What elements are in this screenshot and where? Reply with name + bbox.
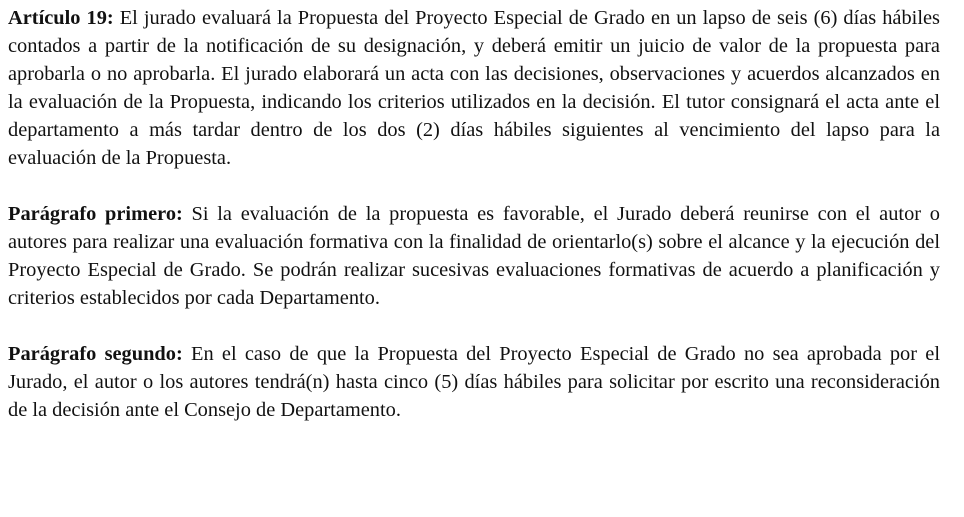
paragraph-first-text: Si la evaluación de la propuesta es favorable, el Jurado deberá reunirse con el autor o autores para realizar una evaluación formativa con la finalidad de orientarlo(s) sobre el alcance y la ejecución del Proyecto Especial de Grado. Se podrán realizar sucesivas evaluaciones formativas de acuerdo a planificación y criterios establecidos por cada Departamento. [8, 203, 940, 309]
article-19-text: El jurado evaluará la Propuesta del Proyecto Especial de Grado en un lapso de seis (6) días hábiles contados a partir de la notificación de su designación, y deberá emitir un juicio de valor de la propuesta para aprobarla o no aprobarla. El jurado elaborará un acta con las decisiones, observaciones y acuerdos alcanzados en la evaluación de la Propuesta, indicando los criterios utilizados en la decisión. El tutor consignará el acta ante el departamento a más tardar dentro de los dos (2) días hábiles siguientes al vencimiento del lapso para la evaluación de la Propuesta. [8, 7, 940, 169]
document-body [8, 4, 940, 424]
paragraph-second-heading: Parágrafo segundo: [8, 343, 183, 365]
paragraph-first-heading: Parágrafo primero: [8, 203, 183, 225]
paragraph-second [8, 340, 940, 424]
paragraph-first [8, 200, 940, 312]
article-19-paragraph [8, 4, 940, 172]
article-19-heading: Artículo 19: [8, 7, 114, 29]
paragraph-second-text: En el caso de que la Propuesta del Proyecto Especial de Grado no sea aprobada por el Jurado, el autor o los autores tendrá(n) hasta cinco (5) días hábiles para solicitar por escrito una reconsideración de la decisión ante el Consejo de Departamento. [8, 343, 941, 421]
